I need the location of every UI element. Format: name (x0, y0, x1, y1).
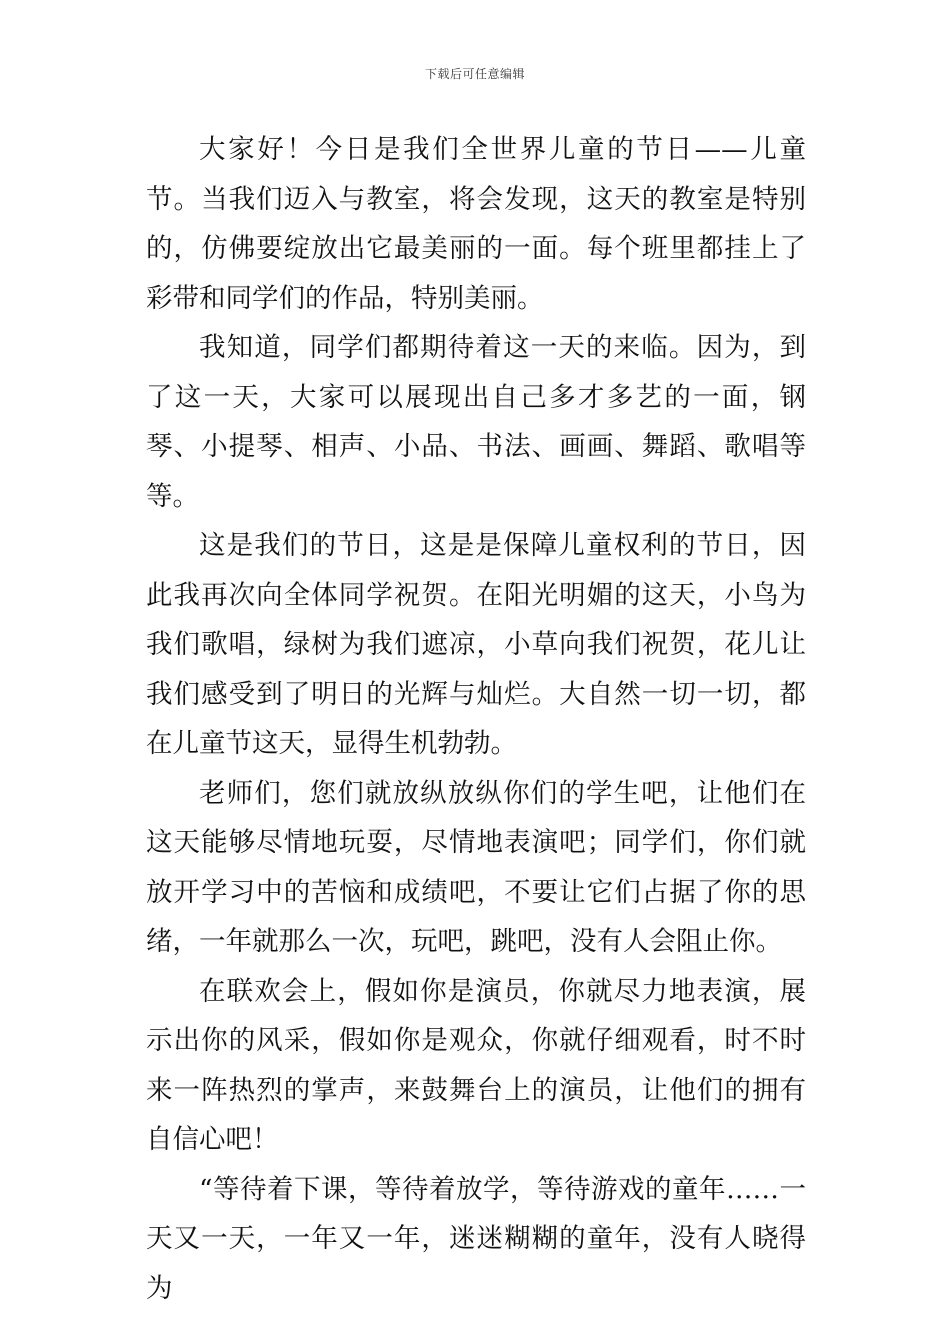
paragraph-2: 我知道，同学们都期待着这一天的来临。因为，到了这一天，大家可以展现出自己多才多艺的一面，钢琴、小提琴、相声、小品、书法、画画、舞蹈、歌唱等等。 (146, 332, 806, 512)
document-body (146, 125, 806, 1313)
paragraph-3: 这是我们的节日，这是是保障儿童权利的节日，因此我再次向全体同学祝贺。在阳光明媚的这天，小鸟为我们歌唱，绿树为我们遮凉，小草向我们祝贺，花儿让我们感受到了明日的光辉与灿烂。大自然一切一切，都在儿童节这天，显得生机勃勃。 (146, 530, 806, 759)
paragraph-6: “等待着下课，等待着放学，等待游戏的童年……一天又一天，一年又一年，迷迷糊糊的童年，没有人晓得为 (146, 1173, 806, 1304)
paragraph-4: 老师们，您们就放纵放纵你们的学生吧，让他们在这天能够尽情地玩耍，尽情地表演吧；同学们，你们就放开学习中的苦恼和成绩吧，不要让它们占据了你的思绪，一年就那么一次，玩吧，跳吧，没有人会阻止你。 (146, 777, 806, 957)
header-note: 下载后可任意编辑 (424, 67, 525, 81)
paragraph-1: 大家好！今日是我们全世界儿童的节日——儿童节。当我们迈入与教室，将会发现，这天的教室是特别的，仿佛要绽放出它最美丽的一面。每个班里都挂上了彩带和同学们的作品，特别美丽。 (146, 134, 806, 314)
paragraph-5: 在联欢会上，假如你是演员，你就尽力地表演，展示出你的风采，假如你是观众，你就仔细观看，时不时来一阵热烈的掌声，来鼓舞台上的演员，让他们的拥有自信心吧！ (146, 975, 806, 1155)
